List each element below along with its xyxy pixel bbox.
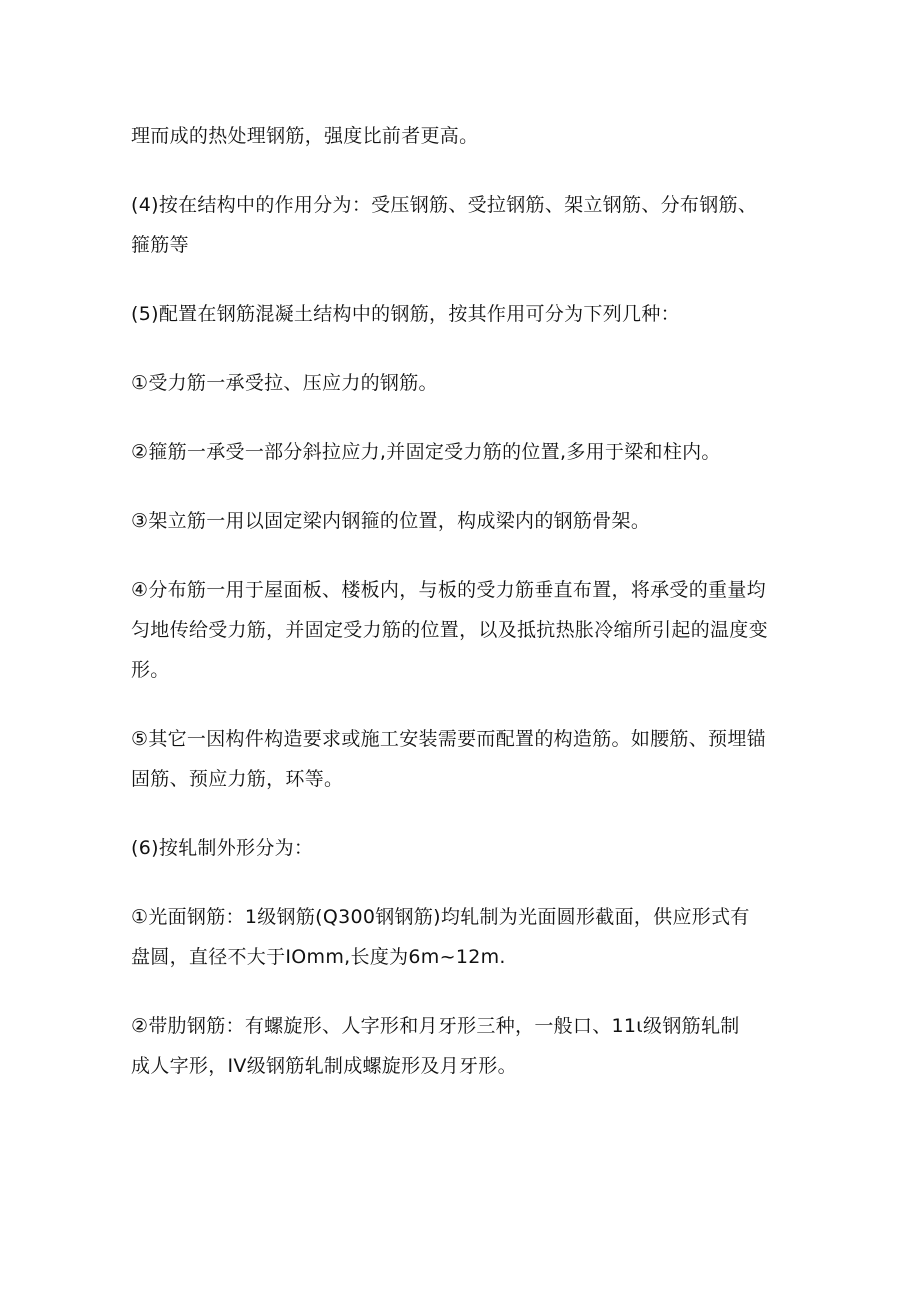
list-item-plain-rebar: [131, 897, 811, 977]
text-line: ①受力筋一承受拉、压应力的钢筋。: [131, 372, 438, 394]
list-item-ribbed-rebar: [131, 1006, 811, 1086]
document-body: [131, 116, 811, 1115]
text-line: (4)按在结构中的作用分为：受压钢筋、受拉钢筋、架立钢筋、分布钢筋、: [131, 194, 758, 216]
text-line: 固筋、预应力筋，环等。: [131, 768, 344, 790]
paragraph-by-structural-function: [131, 185, 811, 265]
text-line: ④分布筋一用于屋面板、楼板内，与板的受力筋垂直布置，将承受的重量均: [131, 579, 766, 601]
text-line: ②箍筋一承受一部分斜拉应力,并固定受力筋的位置,多用于梁和柱内。: [131, 441, 721, 463]
text-line: (6)按轧制外形分为：: [131, 837, 314, 859]
text-line: (5)配置在钢筋混凝土结构中的钢筋，按其作用可分为下列几种：: [131, 303, 680, 325]
text-line: ⑤其它一因构件构造要求或施工安装需要而配置的构造筋。如腰筋、预埋锚: [131, 728, 766, 750]
text-line: 成人字形，IV级钢筋轧制成螺旋形及月牙形。: [131, 1055, 517, 1077]
paragraph-heat-treated-rebar: [131, 116, 811, 156]
text-line: ③架立筋一用以固定梁内钢箍的位置，构成梁内的钢筋骨架。: [131, 510, 651, 532]
list-item-main-rebar: [131, 363, 811, 403]
list-item-stirrup: [131, 432, 811, 472]
list-item-erection-bar: [131, 501, 811, 541]
paragraph-by-rolled-shape: [131, 828, 811, 868]
text-line: 箍筋等: [131, 234, 189, 256]
text-line: 形。: [131, 659, 170, 681]
paragraph-rebar-in-concrete: [131, 294, 811, 334]
text-line: 盘圆，直径不大于IOmm,长度为6m~12m.: [131, 946, 506, 968]
text-line: 匀地传给受力筋，并固定受力筋的位置，以及抵抗热胀冷缩所引起的温度变: [131, 619, 768, 641]
list-item-other-bars: [131, 719, 811, 799]
text-line: ①光面钢筋：1级钢筋(Q300钢钢筋)均轧制为光面圆形截面，供应形式有: [131, 906, 750, 928]
list-item-distribution-bar: [131, 570, 811, 690]
text-line: ②带肋钢筋：有螺旋形、人字形和月牙形三种，一般口、11ι级钢筋轧制: [131, 1015, 740, 1037]
text-line: 理而成的热处理钢筋，强度比前者更高。: [131, 125, 479, 147]
